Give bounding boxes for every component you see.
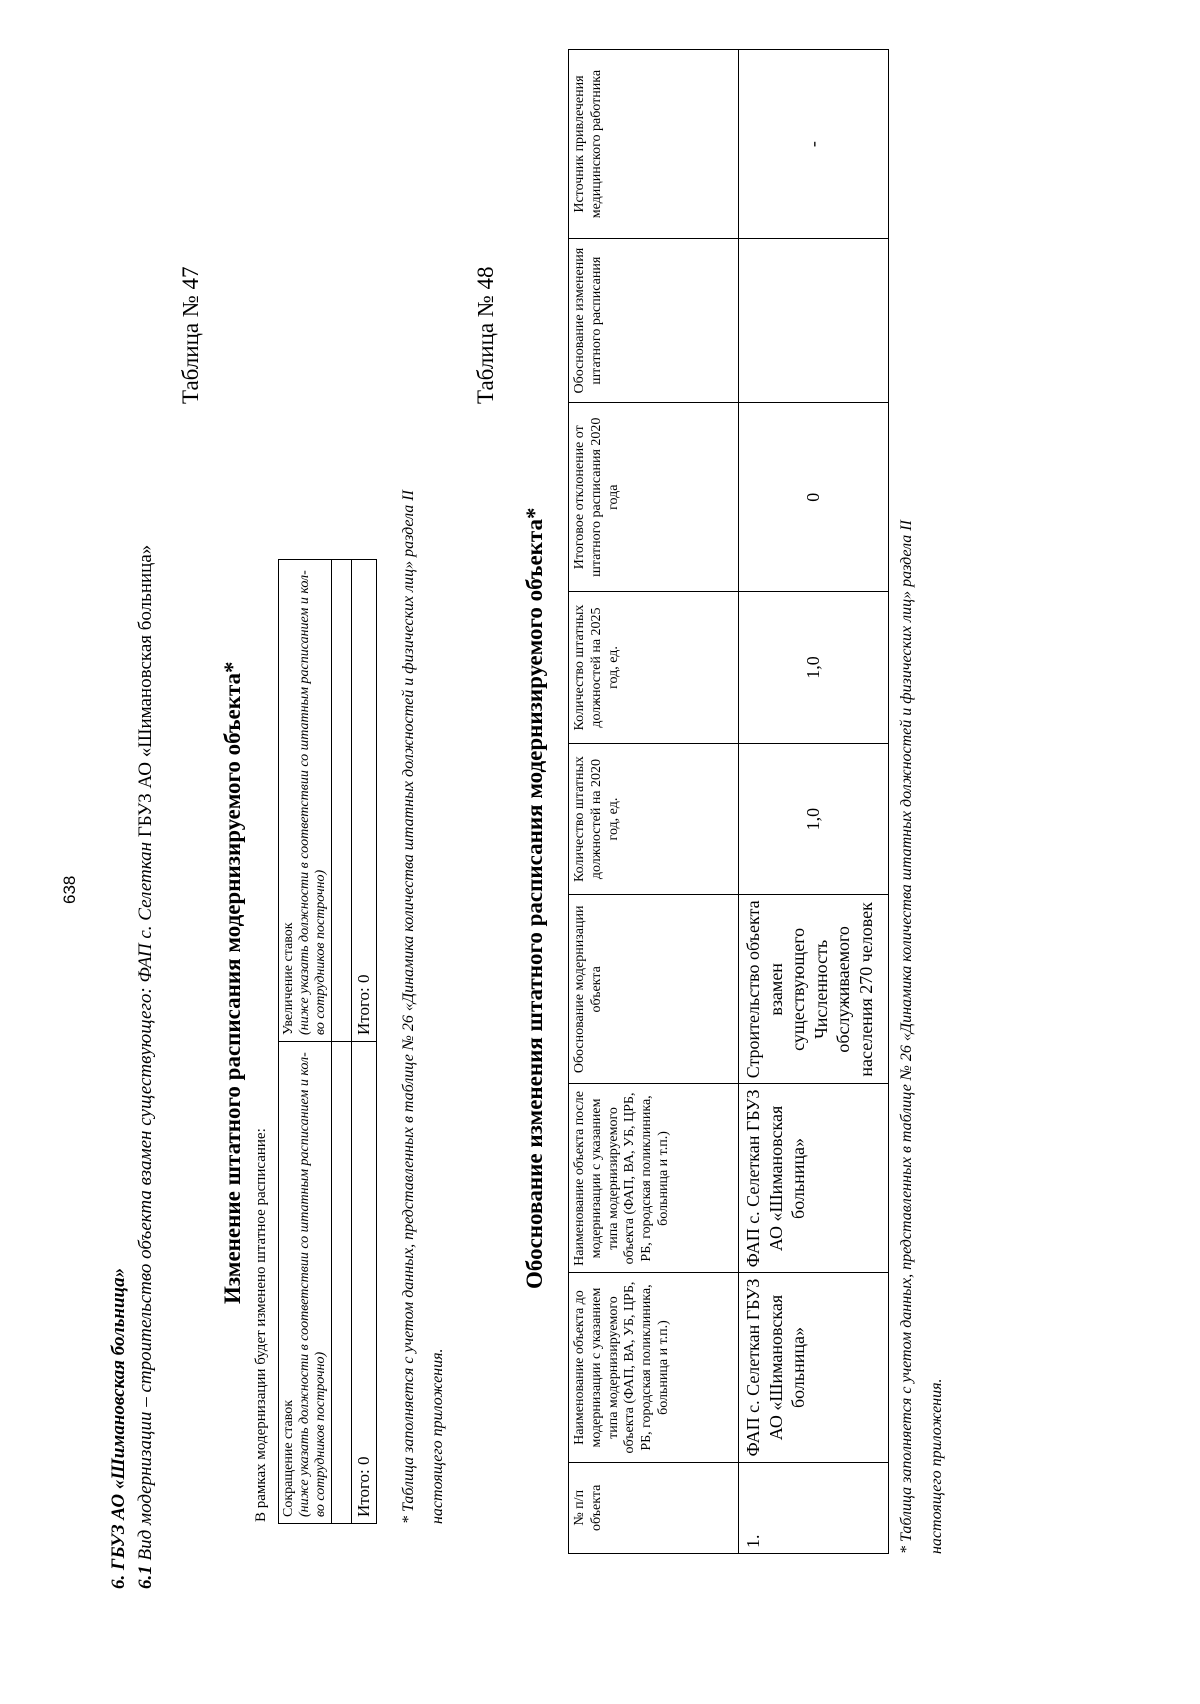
increase-header-cell xyxy=(279,560,332,1042)
staff-source: - xyxy=(739,50,889,239)
increase-hint: (ниже указать должности в соответствии со штатным расписанием и кол-во сотрудников построчно) xyxy=(297,570,328,1035)
subsection-label: Вид модернизации – строительство объекта взамен существующего: ФАП с. Селеткан xyxy=(135,841,156,1566)
header-cell: Итоговое отклонение от штатного расписания 2020 года xyxy=(569,403,739,592)
count-2020: 1,0 xyxy=(739,743,889,895)
table47-footnote: * Таблица заполняется с учетом данных, представленных в таблице № 26 «Динамика количества штатных должностей и физических лиц» раздела II xyxy=(400,490,417,1524)
staff-justification-table xyxy=(568,49,889,1554)
header-cell: Источник привлечения медицинского работника xyxy=(569,50,739,239)
reduction-header: Сокращение ставок xyxy=(281,1399,296,1517)
subsection-number: 6.1 xyxy=(135,1565,156,1589)
header-cell: Наименование объекта до модернизации с указанием типа модернизируемого объекта (ФАП, ВА, УБ, ЦРБ, РБ, городская поликлиника, больница и т.п.) xyxy=(569,1273,739,1462)
subsection-heading xyxy=(135,545,157,1589)
reduction-hint: (ниже указать должности в соответствии со штатным расписанием и кол-во сотрудников построчно) xyxy=(297,1052,328,1517)
count-2025: 1,0 xyxy=(739,592,889,744)
table47-intro: В рамках модернизации будет изменено штатное расписание: xyxy=(253,1128,269,1522)
increase-header: Увеличение ставок xyxy=(281,922,296,1035)
reduction-total: Итого: 0 xyxy=(352,1042,377,1524)
header-cell: Наименование объекта после модернизации с указанием типа модернизируемого объекта (ФАП, ВА, УБ, ЦРБ, РБ, городская поликлиника, больница и т.п.) xyxy=(569,1084,739,1273)
reduction-header-cell xyxy=(279,1042,332,1524)
table47-footnote-cont: настоящего приложения. xyxy=(429,1348,446,1524)
staff-change-table xyxy=(278,559,377,1524)
empty-cell xyxy=(332,1042,352,1524)
row-number: 1. xyxy=(739,1462,889,1553)
table48-title: Обоснование изменения штатного расписания модернизируемого объекта* xyxy=(522,507,547,1289)
table48-number: Таблица № 48 xyxy=(473,266,498,404)
header-cell: Обоснование изменения штатного расписания xyxy=(569,239,739,403)
empty-cell xyxy=(332,560,352,1042)
page-number: 638 xyxy=(60,875,79,904)
table48-footnote: * Таблица заполняется с учетом данных, представленных в таблице № 26 «Динамика количества штатных должностей и физических лиц» раздела II xyxy=(898,520,915,1554)
header-cell: Количество штатных должностей на 2025 год, ед. xyxy=(569,592,739,744)
increase-total: Итого: 0 xyxy=(352,560,377,1042)
subsection-org: ГБУЗ АО «Шимановская больница» xyxy=(135,544,156,842)
object-after: ФАП с. Селеткан ГБУЗ АО «Шимановская больница» xyxy=(739,1084,889,1273)
change-reason xyxy=(739,239,889,403)
table47-number: Таблица № 47 xyxy=(178,266,203,404)
section-heading: 6. ГБУЗ АО «Шимановская больница» xyxy=(108,1267,129,1589)
header-cell: Количество штатных должностей на 2020 год, ед. xyxy=(569,743,739,895)
header-cell: Обоснование модернизации объекта xyxy=(569,895,739,1084)
object-before: ФАП с. Селеткан ГБУЗ АО «Шимановская больница» xyxy=(739,1273,889,1462)
header-cell: № п/п объекта xyxy=(569,1462,739,1553)
modernization-reason: Строительство объекта взамен существующего Численность обслуживаемого населения 270 человек xyxy=(739,895,889,1084)
table48-footnote-cont: настоящего приложения. xyxy=(928,1378,945,1554)
deviation: 0 xyxy=(739,403,889,592)
table47-title: Изменение штатного расписания модернизируемого объекта* xyxy=(220,661,245,1304)
